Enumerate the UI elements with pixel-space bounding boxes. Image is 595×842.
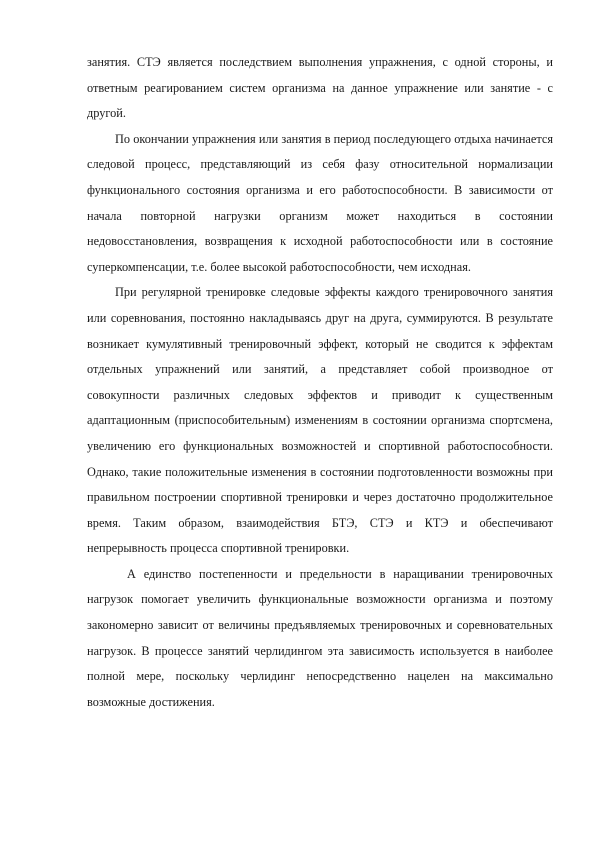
paragraph-4: А единство постепенности и предельности в наращивании тренировочных нагрузок помогает увеличить функциональные возможности организма и поэтому закономерно зависит от величины предъявляемых тренировочных и соревновательных нагрузок. В процессе занятий черлидингом эта зависимость используется в наиболее полной мере, поскольку черлидинг непосредственно нацелен на максимально возможные достижения.	[87, 566, 553, 709]
paragraph-1: занятия. СТЭ является последствием выполнения упражнения, с одной стороны, и ответным реагированием систем организма на данное упражнение или занятие - с другой.	[87, 55, 553, 121]
paragraph-3: При регулярной тренировке следовые эффекты каждого тренировочного занятия или соревнования, постоянно накладываясь друг на друга, суммируются. В результате возникает кумулятивный тренировочный эффект, который не сводится к эффектам отдельных упражнений или занятий, а представляет собой производное от совокупности различных следовых эффектов и приводит к существенным адаптационным (приспособительным) изменениям в состоянии организма спортсмена, увеличению его функциональных возможностей и спортивной работоспособности. Однако, такие положительные изменения в состоянии подготовленности возможны при правильном построении спортивной тренировки и через достаточно продолжительное время. Таким образом, взаимодействия БТЭ, СТЭ и КТЭ и обеспечивают непрерывность процесса спортивной тренировки.	[87, 285, 553, 556]
document-page	[87, 50, 553, 715]
paragraph-2: По окончании упражнения или занятия в период последующего отдыха начинается следовой процесс, представляющий из себя фазу относительной нормализации функционального состояния организма и его работоспособности. В зависимости от начала повторной нагрузки организм может находиться в состоянии недовосстановления, возвращения к исходной работоспособности или в состояние суперкомпенсации, т.е. более высокой работоспособности, чем исходная.	[87, 131, 553, 274]
